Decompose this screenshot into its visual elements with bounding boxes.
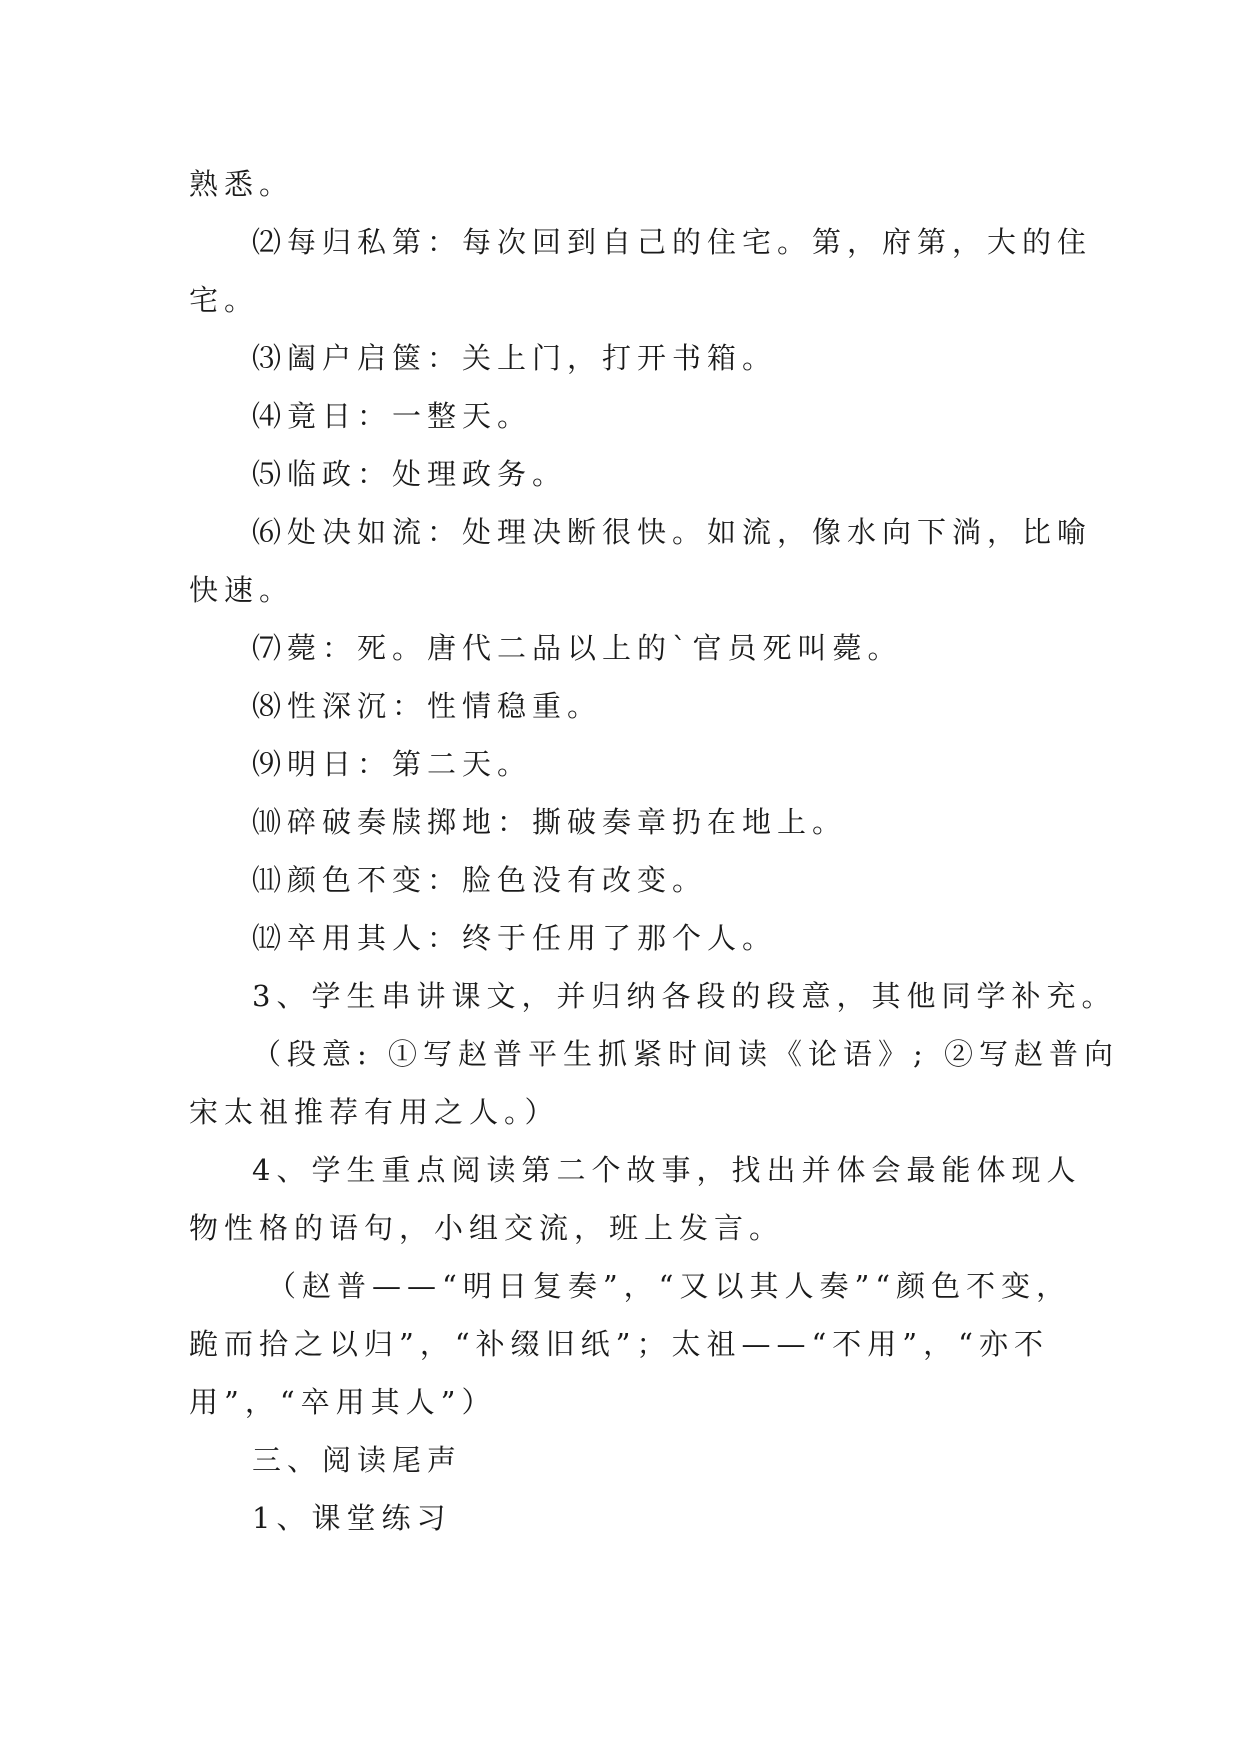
text-line: ⑸临政：处理政务。 [252,457,568,491]
text-line: ⑾颜色不变：脸色没有改变。 [252,863,708,897]
text-line: ⑿卒用其人：终于任用了那个人。 [252,921,778,955]
text-line: 宋太祖推荐有用之人。） [189,1095,560,1129]
text-line: ⑻性深沉：性情稳重。 [252,689,603,723]
text-line: 快速。 [189,573,295,607]
text-line: ⑼明日：第二天。 [252,747,533,781]
text-line: 3、学生串讲课文，并归纳各段的段意，其他同学补充。 [252,979,1117,1013]
subsection-heading: 1、课堂练习 [252,1501,452,1535]
text-line: （段意: ①写赵普平生抓紧时间读《论语》; ②写赵普向 [252,1037,1119,1071]
text-line: 熟悉。 [189,167,295,201]
text-line: ⑵每归私第：每次回到自己的住宅。第，府第，大的住 [252,225,1093,259]
text-line: （赵普——“明日复奏”，“又以其人奏”“颜色不变， [267,1269,1072,1303]
text-line: ⑽碎破奏牍掷地：撕破奏章扔在地上。 [252,805,848,839]
text-line: 4、学生重点阅读第二个故事，找出并体会最能体现人 [252,1153,1082,1187]
text-line: 物性格的语句，小组交流，班上发言。 [189,1211,785,1245]
text-line: ⑺薨：死。唐代二品以上的`官员死叫薨。 [252,631,903,665]
section-heading: 三、阅读尾声 [252,1443,463,1477]
text-line: 宅。 [189,283,260,317]
text-line: 跪而拾之以归”，“补缀旧纸”；太祖——“不用”，“亦不 [189,1327,1049,1361]
text-line: ⑶阖户启箧：关上门，打开书箱。 [252,341,778,375]
text-line: ⑷竟日：一整天。 [252,399,533,433]
text-line: ⑹处决如流：处理决断很快。如流，像水向下淌，比喻 [252,515,1093,549]
text-line: 用”，“卒用其人”） [189,1385,497,1419]
